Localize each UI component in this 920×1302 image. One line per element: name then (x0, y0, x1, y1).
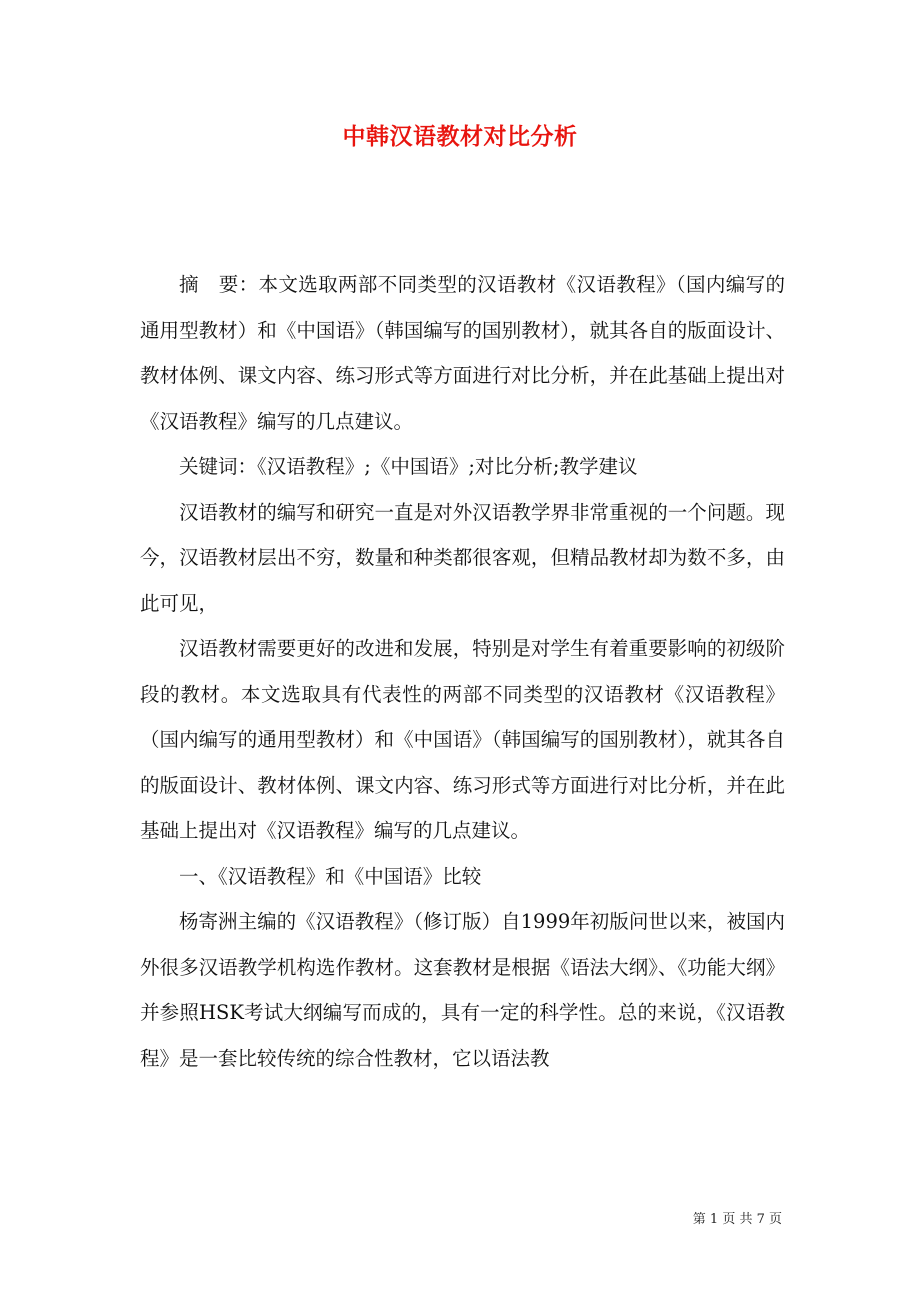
body-paragraph: 汉语教材的编写和研究一直是对外汉语教学界非常重视的一个问题。现今，汉语教材层出不穷，数量和种类都很客观，但精品教材却为数不多，由此可见， (140, 500, 785, 615)
page-number: 第 1 页 共 7 页 (692, 1212, 782, 1227)
body-paragraph: 汉语教材需要更好的改进和发展，特别是对学生有着重要影响的初级阶段的教材。本文选取具有代表性的两部不同类型的汉语教材《汉语教程》（国内编写的通用型教材）和《中国语》（韩国编写的国别教材），就其各自的版面设计、教材体例、课文内容、练习形式等方面进行对比分析，并在此基础上提出对《汉语教程》编写的几点建议。 (140, 637, 785, 842)
document-body (140, 262, 785, 1081)
body-paragraph: 杨寄洲主编的《汉语教程》（修订版）自1999年初版问世以来，被国内外很多汉语教学机构选作教材。这套教材是根据《语法大纲》、《功能大纲》并参照HSK考试大纲编写而成的，具有一定的科学性。总的来说，《汉语教程》是一套比较传统的综合性教材，它以语法教 (140, 910, 785, 1070)
keywords-paragraph: 关键词：《汉语教程》;《中国语》;对比分析;教学建议 (179, 455, 638, 478)
section-heading: 一、《汉语教程》和《中国语》比较 (179, 864, 482, 888)
document-title: 中韩汉语教材对比分析 (342, 123, 578, 150)
abstract-paragraph: 摘 要：本文选取两部不同类型的汉语教材《汉语教程》（国内编写的通用型教材）和《中国语》（韩国编写的国别教材），就其各自的版面设计、教材体例、课文内容、练习形式等方面进行对比分析，并在此基础上提出对《汉语教程》编写的几点建议。 (140, 273, 785, 433)
